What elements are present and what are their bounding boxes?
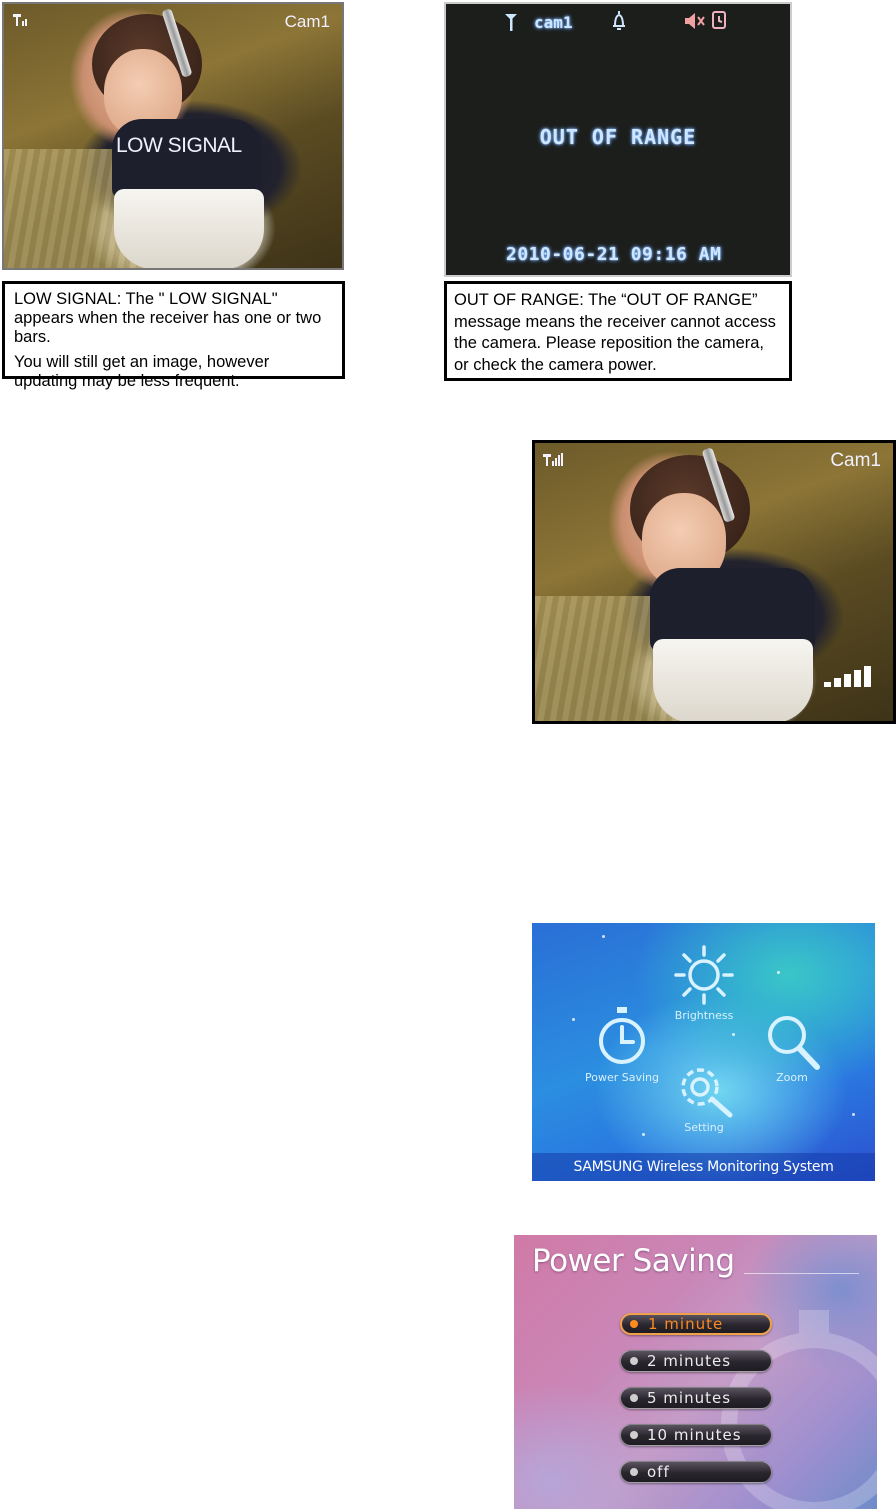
caption-paragraph: OUT OF RANGE: The “OUT OF RANGE” message means the receiver cannot access the camera. Please reposition the camera, or check the camera power. [454, 291, 776, 374]
low-signal-caption [2, 281, 345, 390]
option-label: off [647, 1463, 670, 1481]
menu-item-brightness[interactable] [672, 943, 736, 1023]
signal-strength-icon [13, 14, 27, 26]
speaker-muted-icon [684, 12, 706, 30]
option-off[interactable] [620, 1461, 772, 1483]
out-of-range-message: OUT OF RANGE [539, 125, 697, 149]
camera-label: Cam1 [284, 12, 330, 31]
caption-paragraph: You will still get an image, however updating may be less frequent. [14, 353, 270, 390]
option-label: 2 minutes [647, 1352, 732, 1370]
alarm-clock-icon [711, 10, 727, 30]
power-saving-screen [514, 1235, 877, 1509]
selected-dot-icon [630, 1320, 638, 1328]
camera-label: Cam1 [830, 450, 881, 471]
main-menu-screen [532, 923, 875, 1181]
dot-icon [630, 1357, 638, 1365]
menu-label: Brightness [674, 1009, 734, 1022]
low-signal-overlay: LOW SIGNAL [116, 134, 242, 157]
low-signal-camera-view [2, 2, 344, 270]
option-1-minute[interactable] [620, 1313, 772, 1335]
out-of-range-caption [444, 281, 792, 381]
timer-icon [596, 1005, 648, 1067]
dot-icon [630, 1431, 638, 1439]
menu-label: Setting [684, 1121, 724, 1134]
menu-item-zoom[interactable] [757, 1011, 827, 1087]
antenna-icon [504, 12, 518, 32]
menu-item-setting[interactable] [672, 1057, 736, 1139]
option-label: 10 minutes [647, 1426, 742, 1444]
page-title: Power Saving [532, 1243, 735, 1279]
out-of-range-screen [444, 2, 792, 277]
divider [744, 1273, 859, 1274]
option-5-minutes[interactable] [620, 1387, 772, 1409]
sun-icon [672, 943, 736, 1005]
timestamp: 2010-06-21 09:16 AM [506, 244, 722, 265]
magnifier-icon [763, 1011, 823, 1073]
dot-icon [630, 1394, 638, 1402]
bell-icon [612, 10, 626, 32]
menu-item-power-saving[interactable] [580, 1005, 664, 1087]
menu-label: Zoom [776, 1071, 808, 1084]
option-label: 1 minute [648, 1315, 724, 1333]
option-2-minutes[interactable] [620, 1350, 772, 1372]
camera-label: cam1 [534, 13, 573, 32]
option-label: 5 minutes [647, 1389, 732, 1407]
option-10-minutes[interactable] [620, 1424, 772, 1446]
menu-label: Power Saving [585, 1071, 659, 1084]
gear-icon [672, 1057, 736, 1121]
full-signal-camera-view [532, 440, 896, 724]
dot-icon [630, 1468, 638, 1476]
signal-bars-icon [824, 666, 871, 687]
caption-paragraph: LOW SIGNAL: The " LOW SIGNAL" appears when the receiver has one or two bars. [14, 290, 322, 346]
signal-strength-icon [543, 453, 563, 466]
brand-footer: SAMSUNG Wireless Monitoring System [532, 1153, 875, 1181]
